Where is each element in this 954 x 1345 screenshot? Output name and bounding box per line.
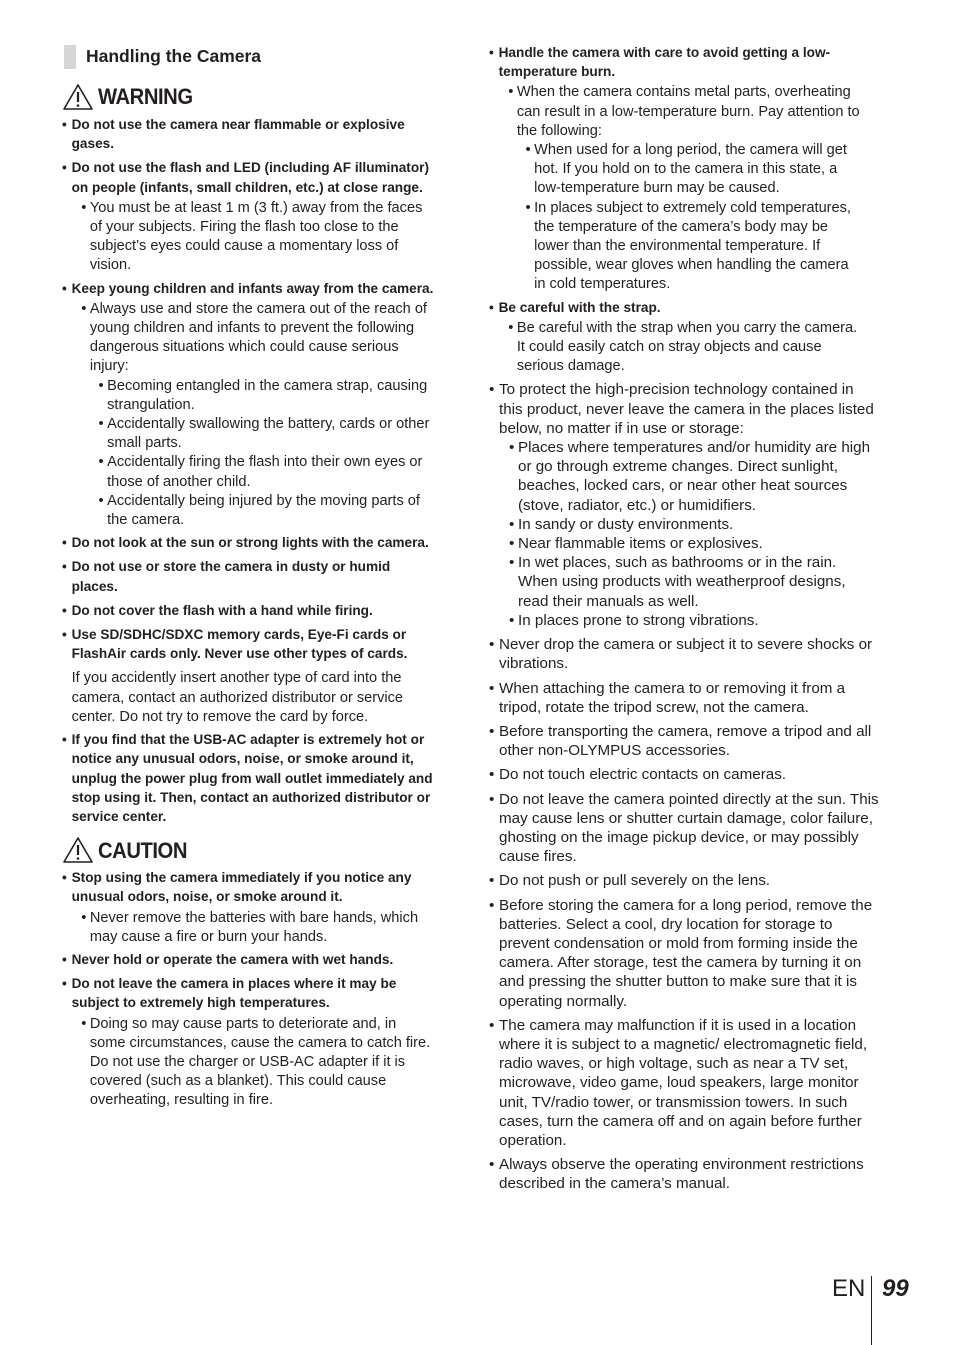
footer-divider	[871, 1276, 872, 1345]
item-text: • Do not leave the camera pointed directly at the sun. This may cause lens or shutter curtain damage, color failure, ghosting on the image pickup device, or may possibly cause fires.	[499, 790, 879, 866]
right-column	[489, 44, 879, 1199]
list-item	[489, 679, 879, 717]
item-text: • Always observe the operating environment restrictions described in the camera’s manual.	[499, 1156, 864, 1193]
section-heading	[62, 44, 450, 70]
sub-item	[508, 318, 863, 376]
item-text: • Do not leave the camera in places where it may be subject to extremely high temperatures.	[71, 976, 397, 1012]
warning-title: WARNING	[98, 84, 193, 110]
list-item	[62, 975, 434, 1109]
item-text: • Do not use the camera near flammable or explosive gases.	[71, 117, 405, 153]
item-text: • Do not cover the flash with a hand while firing.	[71, 602, 373, 619]
sub-item-text: Never remove the batteries with bare hands, which may cause a fire or burn your hands.	[89, 908, 419, 945]
sub-item-text: Near flammable items or explosives.	[518, 535, 763, 553]
item-text: • Do not use or store the camera in dusty or humid places.	[71, 559, 391, 595]
sub-item-text: In places prone to strong vibrations.	[518, 611, 759, 629]
sub-item-text: In wet places, such as bathrooms or in the rain. When using products with weatherproof designs, read their manuals as well.	[518, 554, 846, 610]
left-column	[62, 44, 450, 1115]
list-item	[62, 869, 434, 946]
sub-item	[509, 611, 879, 630]
sub-sub-item: • Accidentally swallowing the battery, cards or other small parts.	[98, 414, 434, 452]
item-text: • When attaching the camera to or removing it from a tripod, rotate the tripod screw, not the camera.	[499, 679, 846, 716]
sub-item	[509, 534, 879, 553]
item-text: • Be careful with the strap.	[498, 299, 661, 316]
sub-sub-item: • Becoming entangled in the camera strap, causing strangulation.	[98, 376, 434, 414]
item-text: • Never drop the camera or subject it to severe shocks or vibrations.	[499, 636, 873, 673]
caution-triangle-icon	[62, 836, 94, 864]
list-item	[62, 558, 434, 596]
list-item	[489, 1016, 879, 1150]
list-item	[489, 635, 879, 673]
sub-item-text: Be careful with the strap when you carry the camera. It could easily catch on stray objects and cause serious damage.	[516, 318, 858, 375]
sub-item-text: When the camera contains metal parts, overheating can result in a low-temperature burn. Pay attention to the following:	[516, 83, 860, 139]
sub-item	[509, 515, 879, 534]
sub-sub-item: • When used for a long period, the camera will get hot. If you hold on to the camera in this state, a low-temperature burn may be caused.	[525, 140, 863, 198]
list-item	[62, 951, 434, 970]
sub-item	[81, 299, 434, 529]
list-item	[489, 1155, 879, 1193]
item-text: • To protect the high-precision technology contained in this product, never leave the camera in the places listed below, no matter if in use or storage:	[499, 381, 874, 437]
sub-sub-item: • In places subject to extremely cold temperatures, the temperature of the camera’s body may be lower than the environmental temperature. If possible, wear gloves when handling the camera in cold temperatures.	[525, 198, 863, 294]
list-item	[62, 731, 434, 827]
list-item	[489, 790, 879, 867]
list-item	[489, 299, 863, 376]
section-marker-bar	[64, 45, 76, 69]
item-text: • Use SD/SDHC/SDXC memory cards, Eye-Fi cards or FlashAir cards only. Never use other types of cards.	[71, 627, 408, 663]
item-text: • Do not look at the sun or strong lights with the camera.	[71, 535, 429, 552]
caution-title: CAUTION	[98, 837, 187, 863]
item-note: If you accidently insert another type of card into the camera, contact an authorized distributor or service center. Do not try to remove the card by force.	[71, 669, 404, 725]
warning-list	[62, 116, 450, 827]
item-text: • Keep young children and infants away from the camera.	[71, 280, 434, 297]
sub-item-text: Always use and store the camera out of the reach of young children and infants to prevent the following dangerous situations which could cause serious injury:	[89, 299, 427, 375]
sub-item	[81, 198, 434, 275]
caution-list	[62, 869, 450, 1109]
item-text: • Do not use the flash and LED (including AF illuminator) on people (infants, small children, etc.) at close range.	[71, 160, 430, 196]
item-text: • If you find that the USB-AC adapter is extremely hot or notice any unusual odors, noise, or smoke around it, unplug the power plug from wall outlet immediately and stop using it. Then, contact an authorized distributor or service center.	[71, 732, 433, 825]
warning-heading	[62, 82, 450, 112]
warning-triangle-icon	[62, 83, 94, 111]
sub-item	[81, 908, 434, 946]
list-item	[62, 602, 434, 621]
list-item	[489, 896, 879, 1011]
item-text: • Stop using the camera immediately if you notice any unusual odors, noise, or smoke around it.	[71, 870, 412, 906]
sub-item-text: Doing so may cause parts to deteriorate and, in some circumstances, cause the camera to catch fire. Do not use the charger or USB-AC adapter if it is covered (such as a blanket). This could cause overheating, resulting in fire.	[89, 1014, 431, 1109]
item-text: • The camera may malfunction if it is used in a location where it is subject to a magnetic/ electromagnetic field, radio waves, or high voltage, such as near a TV set, microwave, video game, loud speakers, large monitor unit, TV/radio tower, or transmission towers. In such cases, turn the camera off and on again before further operation.	[499, 1016, 868, 1149]
list-item	[489, 765, 879, 784]
list-item	[62, 159, 434, 274]
item-text: • Do not touch electric contacts on cameras.	[499, 766, 787, 784]
list-item	[489, 871, 879, 890]
list-item	[489, 44, 863, 294]
list-item	[489, 722, 879, 760]
caution-heading	[62, 835, 450, 865]
sub-item	[509, 438, 879, 515]
list-item	[489, 380, 879, 630]
sub-item-text: You must be at least 1 m (3 ft.) away from the faces of your subjects. Firing the flash too close to the subject’s eyes could cause a momentary loss of vision.	[89, 198, 423, 274]
list-item	[62, 626, 434, 726]
page-number: 99	[882, 1275, 909, 1302]
list-item	[62, 116, 434, 154]
sub-item-text: In sandy or dusty environments.	[518, 515, 734, 533]
list-item	[62, 280, 434, 530]
footer-language: EN	[832, 1275, 866, 1302]
sub-item	[81, 1014, 434, 1110]
sub-sub-item: • Accidentally being injured by the moving parts of the camera.	[98, 491, 434, 529]
sub-item	[509, 553, 879, 611]
section-title: Handling the Camera	[86, 46, 262, 66]
list-item	[62, 534, 434, 553]
sub-item	[508, 82, 863, 293]
item-text: • Do not push or pull severely on the lens.	[499, 872, 771, 890]
sub-sub-item: • Accidentally firing the flash into their own eyes or those of another child.	[98, 452, 434, 490]
item-text: • Before transporting the camera, remove a tripod and all other non-OLYMPUS accessories.	[499, 722, 872, 760]
right-list	[489, 44, 879, 1194]
item-text: • Never hold or operate the camera with wet hands.	[71, 951, 394, 968]
sub-item-text: Places where temperatures and/or humidity are high or go through extreme changes. Direct sunlight, beaches, locked cars, or near other heat sources (stove, radiator, etc.) or humidifiers.	[518, 439, 871, 514]
item-text: • Before storing the camera for a long period, remove the batteries. Select a cool, dry location for storage to prevent condensation or mold from forming inside the camera. After storage, test the camera by turning it on and pressing the shutter button to make sure that it is operating normally.	[499, 896, 873, 1010]
item-text: • Handle the camera with care to avoid getting a low-temperature burn.	[498, 45, 831, 81]
